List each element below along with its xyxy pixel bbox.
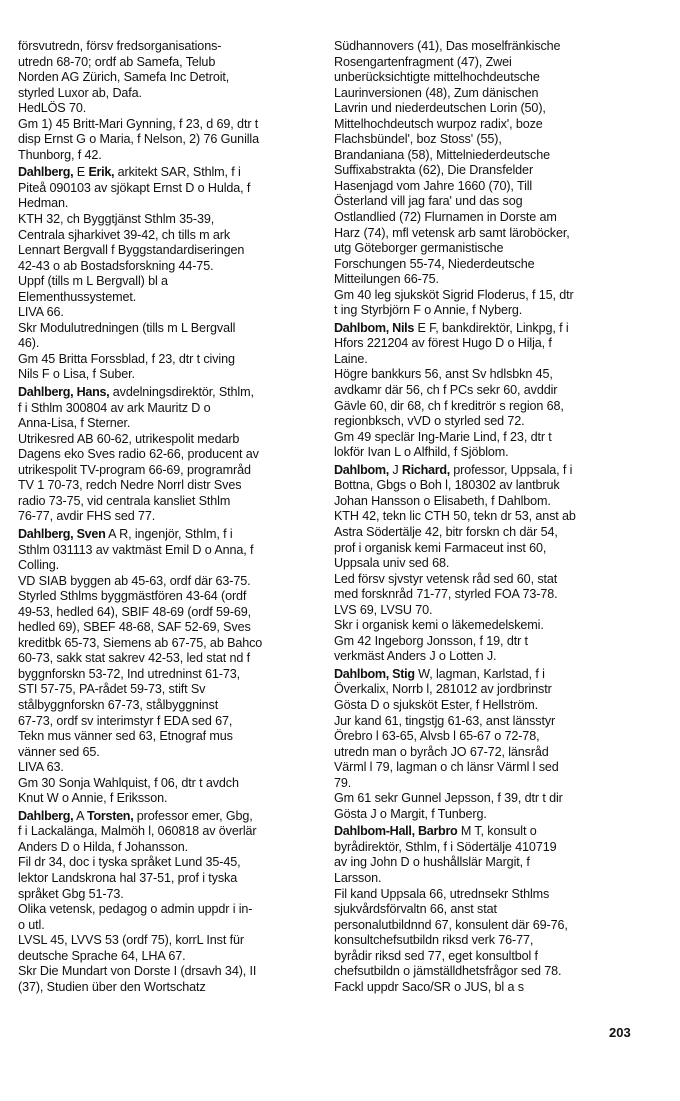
person-name: Dahlbom, Nils	[334, 320, 415, 335]
entry-line: Colling.	[18, 558, 60, 573]
entry-line: hedled 69), SBEF 48-68, SAF 52-69, Sves	[18, 620, 251, 635]
entry-line: Lennart Bergvall f Byggstandardiseringen	[18, 243, 245, 258]
entry-heading-text: arkitekt SAR, Sthlm, f i	[114, 165, 241, 180]
entry-line: Harz (74), mfl vetensk arb samt läroböcker,	[334, 225, 570, 240]
entry-line: Överkalix, Norrb l, 281012 av jordbrinstr	[334, 682, 552, 697]
entry-line: avdkamr där 56, ch f PCs sekr 60, avddir	[334, 383, 558, 398]
entry-line: Gm 42 Ingeborg Jonsson, f 19, dtr t	[334, 633, 528, 648]
entry-line: Skr i organisk kemi o läkemedelskemi.	[334, 618, 544, 633]
entry-line: 42-43 o ab Bostadsforskning 44-75.	[18, 258, 214, 273]
biography-entry	[334, 39, 640, 319]
entry-line: 60-73, sakk stat sakrev 42-53, led stat nd f	[18, 651, 251, 666]
entry-line: med forsknråd 71-77, styrled FOA 73-78.	[334, 587, 558, 602]
entry-line: Olika vetensk, pedagog o admin uppdr i in-	[18, 902, 253, 917]
entry-line: byrådirektör, Sthlm, f i Södertälje 410719	[334, 839, 557, 854]
entry-line: Larsson.	[334, 870, 382, 885]
entry-line: Skr Modulutredningen (tills m L Bergvall	[18, 320, 236, 335]
entry-line: kreditbk 65-73, Siemens ab 67-75, ab Bahco	[18, 635, 263, 650]
entry-line: Anders D o Hilda, f Johansson.	[18, 839, 189, 854]
entry-line: 46).	[18, 336, 40, 351]
right-column	[334, 39, 640, 997]
entry-line: Hfors 221204 av förest Hugo D o Hilja, f	[334, 336, 552, 351]
entry-line: Nils F o Lisa, f Suber.	[18, 367, 135, 382]
entry-line: Lavrin und niederdeutschen Lorin (50),	[334, 101, 546, 116]
entry-line: Hedman.	[18, 196, 69, 211]
name-initials: J	[388, 462, 402, 477]
entry-line: Mitteilungen 66-75.	[334, 272, 439, 287]
person-name: Dahlberg, Hans,	[18, 385, 110, 400]
entry-heading-text: W, lagman, Karlstad, f i	[414, 666, 545, 681]
entry-line: Laurinversionen (48), Zum dänischen	[334, 85, 539, 100]
name-initials: A	[73, 808, 88, 823]
entry-line: utredn 68-70; ordf ab Samefa, Telub	[18, 54, 216, 69]
entry-line: STI 57-75, PA-rådet 59-73, stift Sv	[18, 682, 206, 697]
entry-line: Piteå 090103 av sjökapt Ernst D o Hulda, f	[18, 180, 251, 195]
entry-line: verkmäst Anders J o Lotten J.	[334, 649, 497, 664]
entry-line: 79.	[334, 775, 352, 790]
entry-line: Laine.	[334, 351, 368, 366]
entry-line: LVS 69, LVSU 70.	[334, 602, 433, 617]
person-given-name: Torsten,	[87, 808, 134, 823]
entry-line: Flachsbündel', boz Stoss' (55),	[334, 132, 502, 147]
biography-entry	[18, 527, 320, 807]
entry-line: Brandaniana (58), Mittelniederdeutsche	[334, 147, 550, 162]
person-name: Dahlberg,	[18, 165, 74, 180]
entry-line: konsultchefsutbildn riksd verk 76-77,	[334, 933, 534, 948]
entry-line: Gm 40 leg sjuksköt Sigrid Floderus, f 15, dtr	[334, 287, 574, 302]
entry-line: Centrala sjharkivet 39-42, ch tills m ark	[18, 227, 231, 242]
entry-line: Uppsala univ sed 68.	[334, 556, 450, 571]
entry-line: styrled Luxor ab, Dafa.	[18, 85, 142, 100]
entry-line: Fil dr 34, doc i tyska språket Lund 35-45,	[18, 855, 241, 870]
biography-entry	[334, 824, 640, 995]
entry-heading-text: avdelningsdirektör, Sthlm,	[109, 385, 254, 400]
person-given-name: Erik,	[88, 165, 115, 180]
entry-line: språket Gbg 51-73.	[18, 886, 124, 901]
entry-line: TV 1 70-73, redch Nedre Norrl distr Sves	[18, 478, 242, 493]
entry-line: lektor Landskrona hal 37-51, prof i tyska	[18, 870, 238, 885]
entry-heading	[334, 667, 640, 683]
entry-line: Värml l 79, lagman o ch länsr Värml l sed	[334, 760, 559, 775]
entry-heading	[18, 385, 320, 401]
entry-heading	[334, 824, 640, 840]
entry-line: HedLÖS 70.	[18, 101, 87, 116]
entry-heading	[18, 809, 320, 825]
person-name: Dahlbom, Stig	[334, 666, 415, 681]
entry-heading	[18, 527, 320, 543]
entry-line: Suffixabstrakta (62), Die Dransfelder	[334, 163, 534, 178]
entry-line: Gm 45 Britta Forssblad, f 23, dtr t civing	[18, 351, 235, 366]
entry-line: f i Sthlm 300804 av ark Mauritz D o	[18, 400, 211, 415]
entry-line: chefsutbildn o jämställdhetsfrågor sed 78.	[334, 964, 562, 979]
biography-entry	[18, 39, 320, 163]
entry-line: Gm 30 Sonja Wahlquist, f 06, dtr t avdch	[18, 775, 239, 790]
entry-line: Skr Die Mundart von Dorste I (drsavh 34), II	[18, 964, 257, 979]
entry-line: 76-77, avdir FHS sed 77.	[18, 509, 156, 524]
biography-entry	[18, 165, 320, 383]
entry-line: Fil kand Uppsala 66, utrednsekr Sthlms	[334, 886, 550, 901]
entry-heading	[334, 321, 640, 337]
entry-line: Thunborg, f 42.	[18, 147, 102, 162]
entry-line: Südhannovers (41), Das moselfränkische	[334, 39, 561, 53]
entry-line: Gm 1) 45 Britt-Mari Gynning, f 23, d 69, dtr t	[18, 116, 259, 131]
entry-line: försvutredn, försv fredsorganisations-	[18, 39, 222, 53]
entry-heading-text: M T, konsult o	[457, 824, 537, 839]
entry-heading-text: professor emer, Gbg,	[133, 808, 253, 823]
entry-line: Rosengartenfragment (47), Zwei	[334, 54, 512, 69]
entry-line: Gävle 60, dir 68, ch f kreditrör s region 68,	[334, 398, 564, 413]
entry-line: LIVA 63.	[18, 760, 64, 775]
entry-line: Hasenjagd vom Jahre 1660 (70), Till	[334, 178, 533, 193]
person-name: Dahlbom,	[334, 462, 389, 477]
entry-line: byggnforskn 53-72, Ind utredninst 61-73,	[18, 666, 241, 681]
person-name: Dahlberg,	[18, 808, 74, 823]
entry-line: Forschungen 55-74, Niederdeutsche	[334, 256, 535, 271]
biography-entry	[334, 321, 640, 461]
entry-heading	[18, 165, 320, 181]
entry-line: Astra Södertälje 42, bitr forskn ch där 54,	[334, 524, 558, 539]
entry-line: radio 73-75, vid centrala kansliet Sthlm	[18, 493, 231, 508]
entry-line: Anna-Lisa, f Sterner.	[18, 416, 131, 431]
entry-line: VD SIAB byggen ab 45-63, ordf där 63-75.	[18, 573, 251, 588]
entry-line: (37), Studien über den Wortschatz	[18, 979, 206, 994]
entry-line: LIVA 66.	[18, 305, 64, 320]
entry-line: utredn man o byråch JO 67-72, länsråd	[334, 744, 549, 759]
entry-line: sjukvårdsförvaltn 66, anst stat	[334, 902, 497, 917]
entry-line: 67-73, ordf sv interimstyr f EDA sed 67,	[18, 713, 233, 728]
entry-line: KTH 42, tekn lic CTH 50, tekn dr 53, anst ab	[334, 509, 576, 524]
entry-line: vänner sed 65.	[18, 744, 100, 759]
left-column	[18, 39, 320, 997]
page-number: 203	[609, 1025, 631, 1040]
biography-entry	[334, 463, 640, 665]
biography-entry	[18, 385, 320, 525]
entry-line: t ing Styrbjörn F o Annie, f Nyberg.	[334, 303, 523, 318]
entry-heading-text: professor, Uppsala, f i	[449, 462, 573, 477]
entry-line: byrådir riksd sed 77, eget konsultbol f	[334, 948, 538, 963]
entry-line: Jur kand 61, tingstjg 61-63, anst länsstyr	[334, 713, 556, 728]
entry-line: unberücksichtigte mittelhochdeutsche	[334, 70, 540, 85]
name-initials: E	[73, 165, 89, 180]
entry-line: prof i organisk kemi Farmaceut inst 60,	[334, 540, 547, 555]
entry-line: 49-53, hedled 64), SBIF 48-69 (ordf 59-69,	[18, 604, 251, 619]
biography-entry	[18, 809, 320, 996]
entry-line: Österland vill jag fara' und das sog	[334, 194, 523, 209]
entry-line: Sthlm 031113 av vaktmäst Emil D o Anna, f	[18, 542, 254, 557]
entry-line: Johan Hansson o Elisabeth, f Dahlbom.	[334, 493, 551, 508]
person-name: Dahlbom-Hall, Barbro	[334, 824, 458, 839]
person-name: Dahlberg, Sven	[18, 526, 106, 541]
entry-line: disp Ernst G o Maria, f Nelson, 2) 76 Gunilla	[18, 132, 259, 147]
entry-line: deutsche Sprache 64, LHA 67.	[18, 948, 186, 963]
entry-line: stålbyggnforskn 67-73, stålbyggninst	[18, 697, 219, 712]
entry-line: lokför Ivan L o Alfhild, f Sjöblom.	[334, 445, 509, 460]
entry-line: Elementhussystemet.	[18, 289, 137, 304]
entry-line: Fackl uppdr Saco/SR o JUS, bl a s	[334, 979, 524, 994]
entry-line: Högre bankkurs 56, anst Sv hdlsbkn 45,	[334, 367, 553, 382]
entry-heading-text: A R, ingenjör, Sthlm, f i	[105, 526, 233, 541]
entry-line: Styrled Sthlms byggmästfören 43-64 (ordf	[18, 589, 247, 604]
entry-line: Bottna, Gbgs o Boh l, 180302 av lantbruk	[334, 478, 560, 493]
entry-line: KTH 32, ch Byggtjänst Sthlm 35-39,	[18, 212, 215, 227]
entry-line: utrikespolit TV-program 66-69, programråd	[18, 462, 251, 477]
person-given-name: Richard,	[401, 462, 450, 477]
entry-line: Gösta J o Margit, f Tunberg.	[334, 806, 487, 821]
entry-line: Utrikesred AB 60-62, utrikespolit medarb	[18, 431, 240, 446]
entry-line: o utl.	[18, 917, 45, 932]
entry-line: f i Lackalänga, Malmöh l, 060818 av överlär	[18, 824, 257, 839]
entry-line: Led försv sjvstyr vetensk råd sed 60, stat	[334, 571, 558, 586]
entry-line: Norden AG Zürich, Samefa Inc Detroit,	[18, 70, 230, 85]
entry-line: Mittelhochdeutsch wurpoz radix', boze	[334, 116, 543, 131]
entry-line: Gm 49 speclär Ing-Marie Lind, f 23, dtr t	[334, 429, 552, 444]
entry-line: Dagens eko Sves radio 62-66, producent av	[18, 447, 259, 462]
entry-line: Tekn mus vänner sed 63, Etnograf mus	[18, 729, 233, 744]
entry-heading	[334, 463, 640, 479]
entry-line: utg Göteborger germanistische	[334, 241, 504, 256]
entry-heading-text: E F, bankdirektör, Linkpg, f i	[414, 320, 569, 335]
entry-line: Gösta D o sjuksköt Ester, f Hellström.	[334, 697, 538, 712]
biography-entry	[334, 667, 640, 822]
entry-line: personalutbildnnd 67, konsulent där 69-76,	[334, 917, 568, 932]
entry-line: Örebro l 63-65, Alvsb l 65-67 o 72-78,	[334, 729, 540, 744]
entry-line: Uppf (tills m L Bergvall) bl a	[18, 274, 168, 289]
entry-line: Ostlandlied (72) Flurnamen in Dorste am	[334, 210, 557, 225]
entry-line: Knut W o Annie, f Eriksson.	[18, 791, 168, 806]
entry-line: regionbksch, vVD o styrled sed 72.	[334, 414, 525, 429]
entry-line: Gm 61 sekr Gunnel Jepsson, f 39, dtr t dir	[334, 791, 563, 806]
entry-line: LVSL 45, LVVS 53 (ordf 75), korrL Inst für	[18, 933, 244, 948]
entry-line: av ing John D o hushållslär Margit, f	[334, 855, 530, 870]
